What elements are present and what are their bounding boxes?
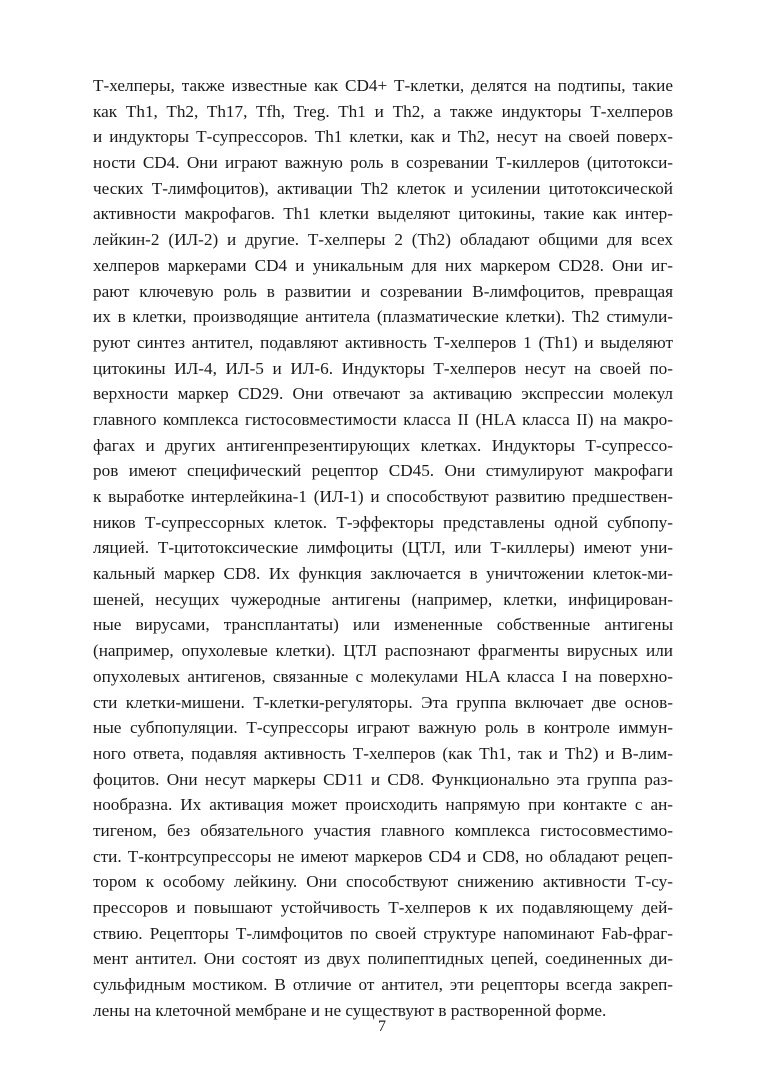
text-line: ности CD4. Они играют важную роль в созревании Т-киллеров (цитотокси- [93,153,673,173]
text-line: как Th1, Th2, Th17, Tfh, Treg. Th1 и Th2, а также индукторы Т-хелперов [93,101,673,121]
text-line: рают ключевую роль в развитии и созревании В-лимфоцитов, превращая [93,281,673,301]
text-line: фоцитов. Они несут маркеры CD11 и CD8. Функционально эта группа раз- [93,769,673,789]
text-line: их в клетки, производящие антитела (плазматические клетки). Th2 стимули- [93,307,673,327]
text-line: хелперов маркерами CD4 и уникальным для них маркером CD28. Они иг- [93,255,673,275]
text-line: к выработке интерлейкина-1 (ИЛ-1) и способствуют развитию предшествен- [93,487,673,506]
text-line: прессоров и повышают устойчивость Т-хелперов к их подавляющему дей- [93,898,673,917]
text-line: главного комплекса гистосовместимости класса II (HLA класса II) на макро- [93,409,673,429]
text-line: ников Т-супрессорных клеток. Т-эффекторы представлены одной субпопу- [93,512,673,532]
text-line: опухолевых антигенов, связанные с молекулами HLA класса I на поверхно- [93,666,673,686]
text-line: сти клетки-мишени. Т-клетки-регуляторы. Эта группа включает две основ- [93,692,673,712]
text-line: ного ответа, подавляя активность Т-хелперов (как Th1, так и Th2) и В-лим- [93,743,673,763]
text-line: ляцией. Т-цитотоксические лимфоциты (ЦТЛ, или Т-киллеры) имеют уни- [93,538,673,558]
text-line: верхности маркер CD29. Они отвечают за активацию экспрессии молекул [93,384,673,404]
text-line: шеней, несущих чужеродные антигены (например, клетки, инфицирован- [93,589,673,609]
text-line: ров имеют специфический рецептор CD45. Они стимулируют макрофаги [93,461,673,481]
text-line: сти. Т-контрсупрессоры не имеют маркеров CD4 и CD8, но обладают рецеп- [93,846,673,866]
text-line: кальный маркер CD8. Их функция заключается в уничтожении клеток-ми- [93,564,673,584]
body-text [93,73,673,1023]
text-line: тором к особому лейкину. Они способствуют снижению активности Т-су- [93,872,673,892]
text-line: и индукторы Т-супрессоров. Th1 клетки, как и Th2, несут на своей поверх- [93,127,673,147]
text-line: (например, опухолевые клетки). ЦТЛ распознают фрагменты вирусных или [93,641,673,661]
page-number: 7 [378,1018,386,1035]
text-line: лейкин-2 (ИЛ-2) и другие. Т-хелперы 2 (Th2) обладают общими для всех [93,230,673,250]
text-line: активности макрофагов. Th1 клетки выделяют цитокины, такие как интер- [93,204,673,224]
text-line: нообразна. Их активация может происходить напрямую при контакте с ан- [93,795,673,815]
text-line: фагах и других антигенпрезентирующих клетках. Индукторы Т-супрессо- [93,435,673,455]
text-line: цитокины ИЛ-4, ИЛ-5 и ИЛ-6. Индукторы Т-хелперов несут на своей по- [93,358,673,378]
text-line: ные субпопуляции. Т-супрессоры играют важную роль в контроле иммун- [93,718,673,738]
text-line: ческих Т-лимфоцитов), активации Th2 клеток и усилении цитотоксической [93,178,673,198]
text-line: мент антител. Они состоят из двух полипептидных цепей, соединенных ди- [93,949,673,969]
text-line: Т-хелперы, также известные как CD4+ Т-клетки, делятся на подтипы, такие [93,76,673,95]
text-line: ные вирусами, трансплантаты) или измененные собственные антигены [93,615,673,635]
text-line: руют синтез антител, подавляют активность Т-хелперов 1 (Th1) и выделяют [93,332,673,352]
text-line: ствию. Рецепторы Т-лимфоцитов по своей структуре напоминают Fab-фраг- [93,923,673,943]
text-line: тигеном, без обязательного участия главного комплекса гистосовместимо- [93,820,673,840]
text-line: лены на клеточной мембране и не существуют в растворенной форме. [93,1000,607,1020]
text-line: сульфидным мостиком. В отличие от антител, эти рецепторы всегда закреп- [93,975,673,995]
